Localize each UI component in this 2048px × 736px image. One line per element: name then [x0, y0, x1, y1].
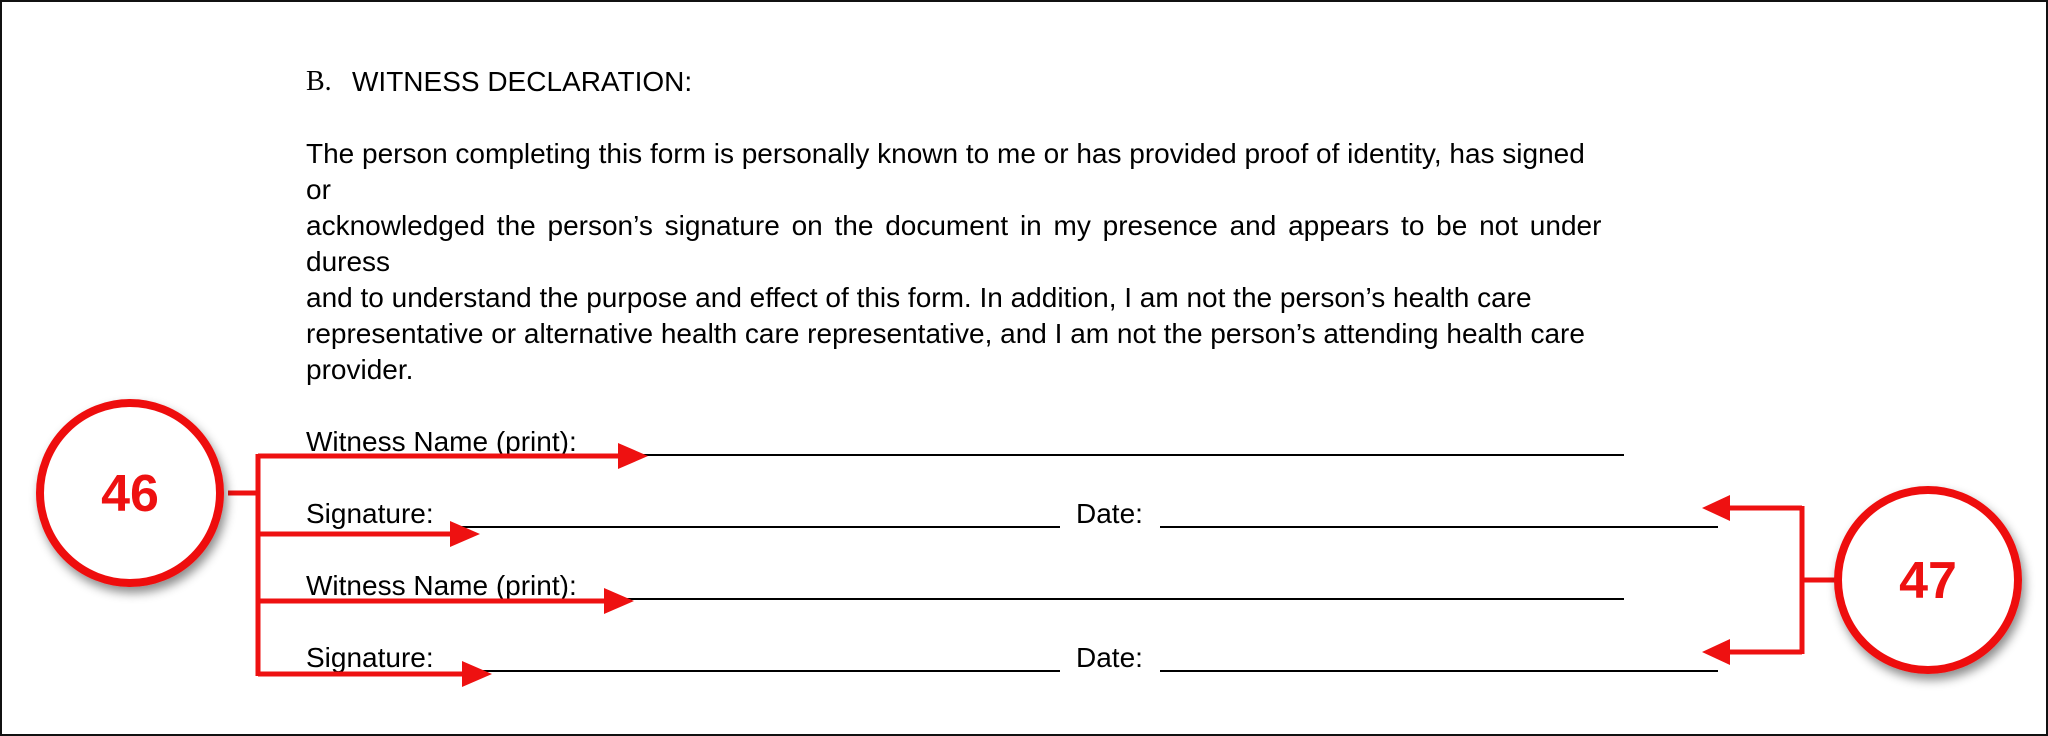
witness-name-label-2: Witness Name (print): [306, 570, 577, 601]
date-label-2: Date: [1076, 642, 1143, 673]
paragraph-line: duress [306, 246, 391, 277]
callout-47-badge [1838, 490, 2018, 670]
callout-46-number: 46 [101, 465, 159, 523]
callout-47-number: 47 [1899, 552, 1957, 610]
callout-46-badge [40, 403, 220, 583]
paragraph-line: and to understand the purpose and effect of this form. In addition, I am not the person’s health care [306, 282, 1532, 313]
date-label-1: Date: [1076, 498, 1143, 529]
section-letter: B. [306, 66, 332, 97]
signature-label-1: Signature: [306, 498, 434, 529]
paragraph-line: The person completing this form is personally known to me or has provided proof of identity, has signed [306, 138, 1585, 169]
callout-47-bracket [1702, 495, 1836, 665]
section-title: WITNESS DECLARATION: [352, 66, 693, 97]
callout-46-bracket [228, 443, 648, 687]
paragraph-line: or [306, 174, 331, 205]
paragraph-line: representative or alternative health care representative, and I am not the person’s attending health care [306, 318, 1585, 349]
signature-label-2: Signature: [306, 642, 434, 673]
paragraph-line: acknowledged the person’s signature on the document in my presence and appears to be not under [306, 210, 1602, 241]
paragraph-line: provider. [306, 354, 414, 385]
witness-name-label-1: Witness Name (print): [306, 426, 577, 457]
